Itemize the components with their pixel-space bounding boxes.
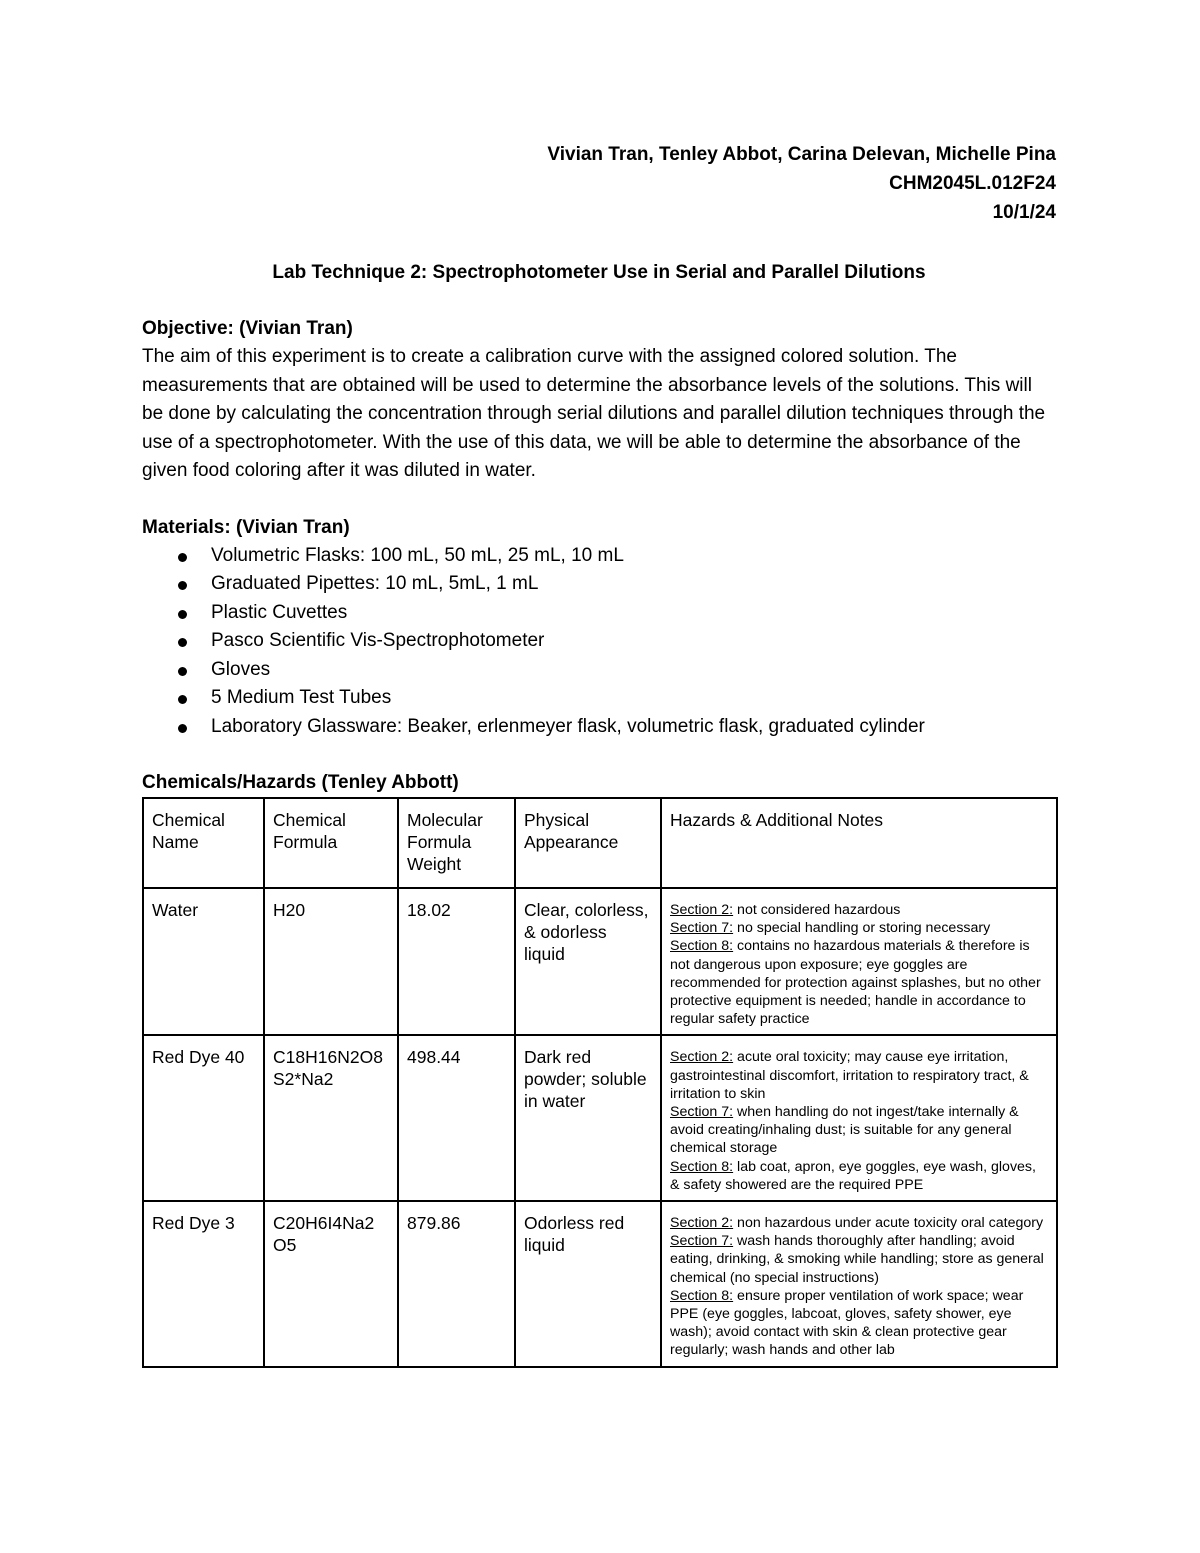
hazards-cell xyxy=(661,1035,1057,1201)
document-title: Lab Technique 2: Spectrophotometer Use in Serial and Parallel Dilutions xyxy=(272,262,926,283)
hazard-note xyxy=(670,1287,1048,1360)
bullet-icon xyxy=(178,695,187,704)
bullet-icon xyxy=(178,610,187,619)
list-item xyxy=(142,684,1056,713)
material-label: Plastic Cuvettes xyxy=(211,601,348,623)
course-code: CHM2045L.012F24 xyxy=(889,173,1056,194)
appearance-cell: Clear, colorless, & odorless liquid xyxy=(515,888,661,1035)
chemicals-heading: Chemicals/Hazards (Tenley Abbott) xyxy=(142,772,459,793)
hazard-note xyxy=(670,1214,1048,1232)
report-date: 10/1/24 xyxy=(992,202,1056,223)
note-text: contains no hazardous materials & therefore is not dangerous upon exposure; eye goggles are recommended for protection against splashes, but no other protective equipment is needed; handle in accordance to regular safety practice xyxy=(670,938,1041,1028)
list-item xyxy=(142,713,1056,742)
column-header: Chemical Formula xyxy=(264,798,398,888)
section-label: Section 2: xyxy=(670,902,734,918)
material-label: Pasco Scientific Vis-Spectrophotometer xyxy=(211,630,545,651)
chemical-name-cell: Red Dye 3 xyxy=(143,1201,264,1367)
hazard-note xyxy=(670,1103,1048,1158)
list-item xyxy=(142,570,1056,599)
hazard-note xyxy=(670,919,1048,937)
bullet-icon xyxy=(178,553,187,562)
table-row xyxy=(143,1201,1057,1367)
hazard-note xyxy=(670,1048,1048,1103)
material-label: 5 Medium Test Tubes xyxy=(211,687,392,708)
section-label: Section 2: xyxy=(670,1049,734,1066)
list-item xyxy=(142,599,1056,628)
hazard-note xyxy=(670,1232,1048,1287)
bullet-icon xyxy=(178,667,187,676)
section-label: Section 8: xyxy=(670,938,734,955)
note-text: lab coat, apron, eye goggles, eye wash, gloves, & safety showered are the required PPE xyxy=(670,1158,1036,1193)
chemical-name-cell: Red Dye 40 xyxy=(143,1035,264,1201)
section-label: Section 7: xyxy=(670,1233,734,1250)
bullet-icon xyxy=(178,581,187,590)
appearance-cell: Dark red powder; soluble in water xyxy=(515,1035,661,1201)
hazard-note xyxy=(670,937,1048,1028)
hazards-cell xyxy=(661,1201,1057,1367)
column-header: Chemical Name xyxy=(143,798,264,888)
chemical-formula-cell: C20H6I4Na2 O5 xyxy=(264,1201,398,1367)
document-page xyxy=(142,140,1056,1368)
note-text: non hazardous under acute toxicity oral category xyxy=(733,1215,1044,1232)
molecular-weight-cell: 498.44 xyxy=(398,1035,515,1201)
bullet-icon xyxy=(178,638,187,647)
note-text: acute oral toxicity; may cause eye irritation, gastrointestinal discomfort, irritation to respiratory tract, & irritation to skin xyxy=(670,1049,1029,1102)
objective-text: The aim of this experiment is to create a calibration curve with the assigned colored solution. The measurements that are obtained will be used to determine the absorbance levels of the solutions. This will be done by calculating the concentration through serial dilutions and parallel dilution techniques through the use of a spectrophotometer. With the use of this data, we will be able to determine the absorbance of the given food coloring after it was diluted in water. xyxy=(142,346,1046,481)
note-text: wash hands thoroughly after handling; avoid eating, drinking, & smoking while handling; store as general chemical (no special instructions) xyxy=(670,1233,1044,1286)
material-label: Gloves xyxy=(211,658,271,680)
materials-heading: Materials: (Vivian Tran) xyxy=(142,516,350,538)
note-text: ensure proper ventilation of work space; wear PPE (eye goggles, labcoat, gloves, safety shower, eye wash); avoid contact with skin & clean protective gear regularly; wash hands and other lab xyxy=(670,1287,1024,1359)
section-label: Section 7: xyxy=(670,1104,734,1121)
list-item xyxy=(142,542,1056,571)
material-label: Graduated Pipettes: 10 mL, 5mL, 1 mL xyxy=(211,573,539,594)
hazards-cell xyxy=(661,888,1057,1035)
chemical-formula-cell: C18H16N2O8 S2*Na2 xyxy=(264,1035,398,1201)
author-list: Vivian Tran, Tenley Abbot, Carina Delevan, Michelle Pina xyxy=(547,144,1056,165)
molecular-weight-cell: 879.86 xyxy=(398,1201,515,1367)
material-label: Laboratory Glassware: Beaker, erlenmeyer flask, volumetric flask, graduated cylinder xyxy=(211,715,925,737)
list-item xyxy=(142,627,1056,656)
molecular-weight-cell: 18.02 xyxy=(398,888,515,1035)
objective-heading: Objective: (Vivian Tran) xyxy=(142,318,353,339)
section-label: Section 8: xyxy=(670,1158,734,1175)
section-label: Section 2: xyxy=(670,1215,734,1232)
table-row xyxy=(143,1035,1057,1201)
note-text: no special handling or storing necessary xyxy=(733,920,991,937)
bullet-icon xyxy=(178,724,187,733)
list-item xyxy=(142,656,1056,685)
appearance-cell: Odorless red liquid xyxy=(515,1201,661,1367)
materials-list xyxy=(142,542,1056,742)
header-block xyxy=(142,140,1056,227)
hazard-note xyxy=(670,1158,1048,1194)
note-text: when handling do not ingest/take internally & avoid creating/inhaling dust; is suitable for any general chemical storage xyxy=(670,1104,1019,1157)
note-text: not considered hazardous xyxy=(733,902,901,918)
chemical-formula-cell: H20 xyxy=(264,888,398,1035)
column-header: Physical Appearance xyxy=(515,798,661,888)
table-row xyxy=(143,888,1057,1035)
table-header-row xyxy=(143,798,1057,888)
column-header: Molecular Formula Weight xyxy=(398,798,515,888)
chemicals-table xyxy=(142,797,1058,1368)
column-header: Hazards & Additional Notes xyxy=(661,798,1057,888)
section-label: Section 8: xyxy=(670,1287,734,1304)
material-label: Volumetric Flasks: 100 mL, 50 mL, 25 mL, 10 mL xyxy=(211,544,624,566)
section-label: Section 7: xyxy=(670,920,734,937)
hazard-note xyxy=(670,901,1048,919)
chemical-name-cell: Water xyxy=(143,888,264,1035)
